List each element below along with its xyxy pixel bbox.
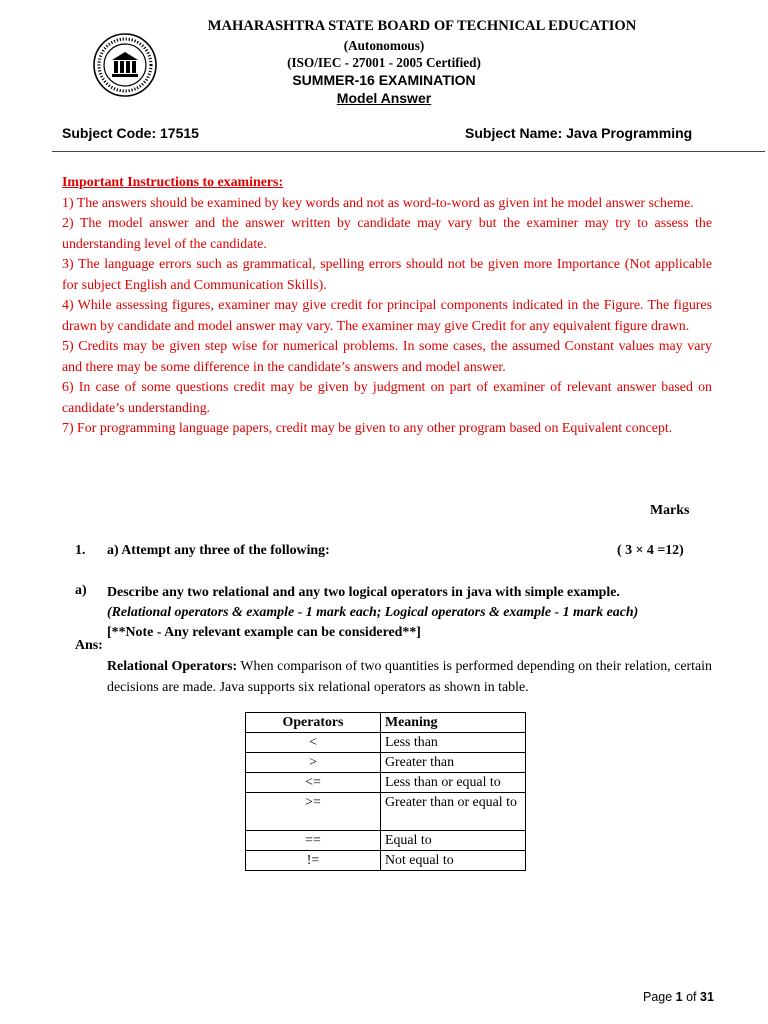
instruction-item: 6) In case of some questions credit may be given by judgment on part of examiner of relevant answer based on candidate’s understanding. (62, 380, 712, 416)
answer-label: Ans: (75, 638, 103, 653)
instruction-item: 4) While assessing figures, examiner may give credit for principal components indicated in the Figure. The figures drawn by candidate and model answer may vary. The examiner may give Credit for any equivalent figure drawn. (62, 298, 712, 334)
relational-operators-table (245, 712, 526, 871)
header-divider (52, 151, 765, 152)
meaning-cell: Greater than or equal to (381, 793, 526, 831)
subquestion-text: Describe any two relational and any two logical operators in java with simple example. (107, 585, 620, 600)
meaning-cell: Greater than (381, 753, 526, 773)
examiner-instructions (62, 173, 712, 440)
instruction-item: 7) For programming language papers, credit may be given to any other program based on Equivalent concept. (62, 421, 673, 436)
relational-operators-paragraph (107, 657, 712, 698)
table-row (246, 831, 526, 851)
subject-code: Subject Code: 17515 (62, 125, 199, 141)
board-name: MAHARASHTRA STATE BOARD OF TECHNICAL EDUCATION (207, 18, 637, 34)
page-number (643, 990, 714, 1004)
page-of: of (682, 990, 700, 1004)
relational-heading: Relational Operators: (107, 659, 238, 674)
page-total: 31 (700, 990, 714, 1004)
table-row (246, 733, 526, 753)
instruction-item: 5) Credits may be given step wise for numerical problems. In some cases, the assumed Constant values may vary and there may be some difference in the candidate’s answers and model answer. (62, 339, 712, 375)
operator-cell: <= (246, 773, 381, 793)
table-row (246, 753, 526, 773)
subquestion-label: a) (75, 583, 87, 598)
examiner-note: [**Note - Any relevant example can be considered**] (107, 625, 421, 640)
operator-cell: >= (246, 793, 381, 831)
meaning-cell: Equal to (381, 831, 526, 851)
exam-title: SUMMER-16 EXAMINATION (292, 72, 476, 88)
marks-heading: Marks (650, 503, 690, 518)
operator-cell: != (246, 851, 381, 871)
column-header-meaning: Meaning (381, 713, 526, 733)
page-prefix: Page (643, 990, 676, 1004)
instruction-item: 2) The model answer and the answer written by candidate may vary but the examiner may try to assess the understanding level of the candidate. (62, 216, 712, 252)
operator-cell: > (246, 753, 381, 773)
question-text: a) Attempt any three of the following: (107, 543, 330, 558)
meaning-cell: Not equal to (381, 851, 526, 871)
mark-allocation: (Relational operators & example - 1 mark each; Logical operators & example - 1 mark each) (107, 605, 639, 620)
table-row (246, 851, 526, 871)
table-row (246, 793, 526, 831)
subject-name: Subject Name: Java Programming (465, 125, 693, 141)
table-row (246, 773, 526, 793)
relational-text: When comparison of two quantities is performed depending on their relation, certain decisions are made. Java supports six relational operators as shown in table. (107, 659, 712, 695)
iso-certification: (ISO/IEC - 27001 - 2005 Certified) (287, 55, 481, 70)
operator-cell: < (246, 733, 381, 753)
question-number: 1. (75, 543, 86, 558)
meaning-cell: Less than or equal to (381, 773, 526, 793)
instruction-item: 1) The answers should be examined by key words and not as word-to-word as given int he model answer scheme. (62, 195, 694, 211)
column-header-operators: Operators (246, 713, 381, 733)
operator-cell: == (246, 831, 381, 851)
meaning-cell: Less than (381, 733, 526, 753)
instructions-title: Important Instructions to examiners: (62, 175, 284, 190)
autonomous-label: (Autonomous) (343, 38, 425, 53)
instruction-item: 3) The language errors such as grammatical, spelling errors should not be given more Importance (Not applicable for subject English and Communication Skills). (62, 257, 712, 293)
page-current: 1 (675, 990, 683, 1004)
model-answer-title: Model Answer (336, 90, 432, 106)
table-header-row (246, 713, 526, 733)
question-marks: ( 3 × 4 =12) (617, 543, 684, 558)
subquestion-block (107, 583, 727, 643)
